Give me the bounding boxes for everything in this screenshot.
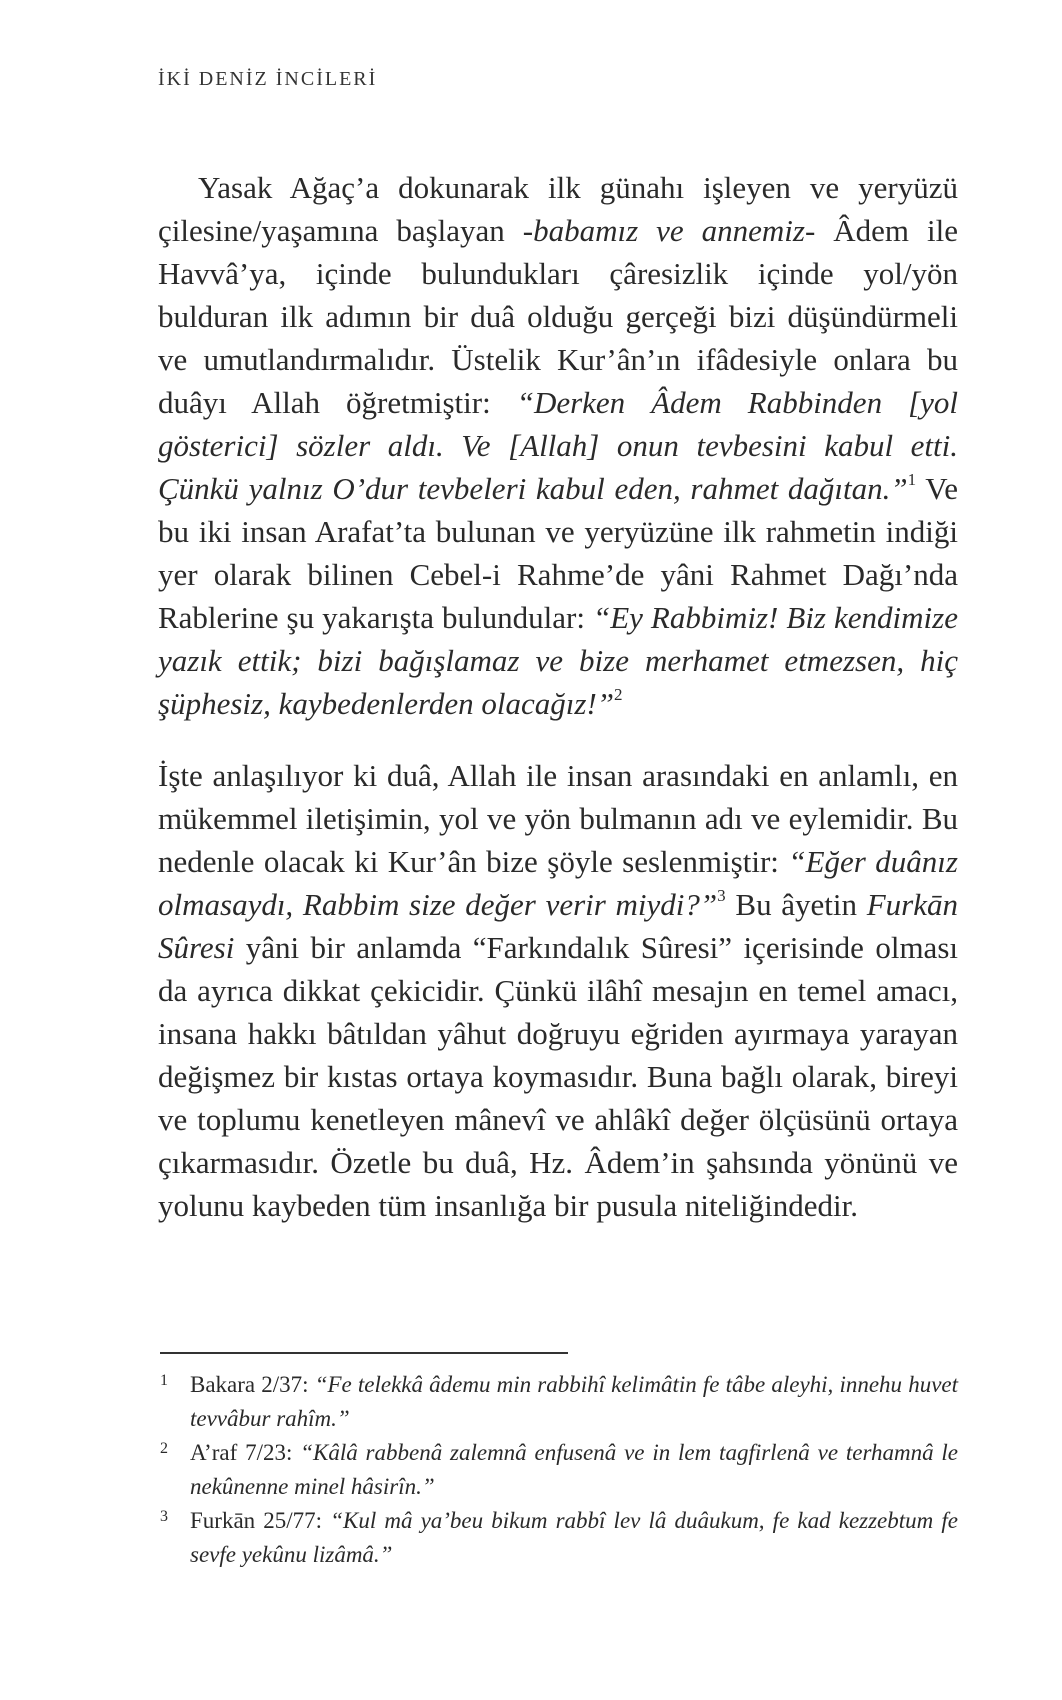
p2-italic-surah: Furkān Sûresi <box>158 887 959 965</box>
p1-quote-1: “Derken Âdem Rabbinden [yol gösterici] sözler aldı. Ve [Allah] onun tevbesini kabul etti. Çünkü yalnız O’dur tevbeleri kabul eden, rahmet dağıtan.” <box>158 385 959 506</box>
p1-italic-1: -babamız ve annemiz- <box>522 213 816 248</box>
p2-text-3: yâni bir anlamda “Farkındalık Sûresi” içerisinde olması da ayrıca dikkat çekicidir. Çünkü ilâhî mesajın en temel amacı, insana hakkı bâtıldan yâhut doğruyu eğriden ayırmaya yarayan değişmez bir kıstas ortaya koymasıdır. Buna bağlı olarak, bireyi ve toplumu kenetleyen mânevî ve ahlâkî değer ölçüsünü ortaya çıkarmasıdır. Özetle bu duâ, Hz. Âdem’in şahsında yönünü ve yolunu kaybeden tüm insanlığa bir pusula niteliğindedir. <box>158 930 958 1223</box>
footnote-reference: A’raf 7/23: <box>190 1440 301 1465</box>
footnote-number: 2 <box>160 1440 168 1457</box>
footnote-ref-3: 3 <box>717 886 726 905</box>
p2-quote-1: “Eğer duânız olmasaydı, Rabbim size değer verir miydi?” <box>158 844 958 922</box>
body-text <box>158 166 958 1227</box>
p2-text-2: Bu âyetin <box>725 887 867 922</box>
footnote-number: 3 <box>160 1508 168 1525</box>
paragraph-2 <box>158 754 958 1227</box>
footnote-quote: “Kâlâ rabbenâ zalemnâ enfusenâ ve in lem tagfirlenâ ve terhamnâ le nekûnenne minel hâsirîn.” <box>190 1440 959 1499</box>
footnote-reference: Furkān 25/77: <box>190 1508 331 1533</box>
footnote-ref-2: 2 <box>614 685 623 704</box>
p1-quote-2: “Ey Rabbimiz! Biz kendimize yazık ettik; bizi bağışlamaz ve bize merhamet etmezsen, hiç şüphesiz, kaybedenlerden olacağız!” <box>158 600 958 721</box>
footnote-quote: “Kul mâ ya’beu bikum rabbî lev lâ duâukum, fe kad kezzebtum fe sevfe yekûnu lizâmâ.” <box>190 1508 958 1567</box>
p2-text-1: İşte anlaşılıyor ki duâ, Allah ile insan arasındaki en anlamlı, en mükemmel iletişimin, yol ve yön bulmanın adı ve eylemidir. Bu nedenle olacak ki Kur’ân bize şöyle seslenmiştir: <box>158 758 958 879</box>
footnotes <box>160 1368 958 1572</box>
paragraph-1 <box>158 166 958 725</box>
footnote-reference: Bakara 2/37: <box>190 1372 315 1397</box>
footnote-number: 1 <box>160 1372 168 1389</box>
footnote-3 <box>160 1504 958 1572</box>
p1-text-1: Yasak Ağaç’a dokunarak ilk günahı işleyen ve yeryüzü çilesine/yaşamına başlayan <box>158 170 958 248</box>
footnote-ref-1: 1 <box>907 470 917 489</box>
running-header: İKİ DENİZ İNCİLERİ <box>158 68 378 90</box>
p1-text-3: Ve bu iki insan Arafat’ta bulunan ve yeryüzüne ilk rahmetin indiği yer olarak bilinen Cebel-i Rahme’de yâni Rahmet Dağı’nda Rablerine şu yakarışta bulundular: <box>158 471 958 635</box>
footnote-divider <box>160 1352 568 1354</box>
p1-text-2: Âdem ile Havvâ’ya, içinde bulundukları çâresizlik içinde yol/yön bulduran ilk adımın bir duâ olduğu gerçeği bizi düşündürmeli ve umutlandırmalıdır. Üstelik Kur’ân’ın ifâdesiyle onlara bu duâyı Allah öğretmiştir: <box>158 213 958 420</box>
footnote-1 <box>160 1368 958 1436</box>
footnote-2 <box>160 1436 958 1504</box>
footnote-quote: “Fe telekkâ âdemu min rabbihî kelimâtin fe tâbe aleyhi, innehu huvet tevvâbur rahîm.” <box>190 1372 958 1431</box>
